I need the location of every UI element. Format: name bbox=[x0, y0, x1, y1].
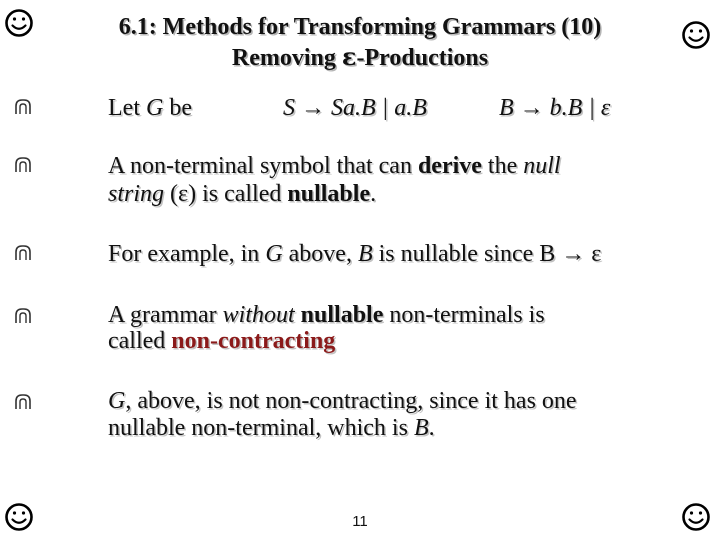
hollow-bullet-icon bbox=[14, 244, 34, 264]
slide-title bbox=[60, 12, 660, 73]
production-b: B → b.B | ε bbox=[499, 95, 611, 121]
hollow-bullet-icon bbox=[14, 393, 34, 413]
smiley-face-icon bbox=[681, 502, 711, 532]
bullet-2-line-2: string (ε) is called nullable. bbox=[108, 181, 377, 207]
hollow-bullet-icon bbox=[14, 307, 34, 327]
bullet-2-line-1: A non-terminal symbol that can derive the null bbox=[108, 153, 561, 179]
production-s: S → Sa.B | a.B bbox=[283, 95, 427, 121]
page-number: 11 bbox=[352, 513, 368, 530]
epsilon-symbol: ε bbox=[341, 42, 357, 71]
smiley-face-icon bbox=[681, 20, 711, 50]
title-line-1: 6.1: Methods for Transforming Grammars (10) bbox=[118, 14, 602, 40]
hollow-bullet-icon bbox=[14, 156, 34, 176]
smiley-face-icon bbox=[4, 8, 34, 38]
title-line-2: Removing ε-Productions bbox=[231, 42, 489, 71]
smiley-face-icon bbox=[4, 502, 34, 532]
bullet-1-text: Let G be bbox=[108, 95, 192, 121]
bullet-3-text: For example, in G above, B is nullable since B → ε bbox=[108, 241, 602, 267]
bullet-4-line-2: called non-contracting bbox=[108, 328, 336, 354]
bullet-5-line-1: G, above, is not non-contracting, since it has one bbox=[108, 388, 577, 414]
non-contracting-term: non-contracting bbox=[171, 328, 336, 354]
bullet-4-line-1: A grammar without nullable non-terminals is bbox=[108, 302, 545, 328]
bullet-5-line-2: nullable non-terminal, which is B. bbox=[108, 415, 435, 441]
hollow-bullet-icon bbox=[14, 98, 34, 118]
